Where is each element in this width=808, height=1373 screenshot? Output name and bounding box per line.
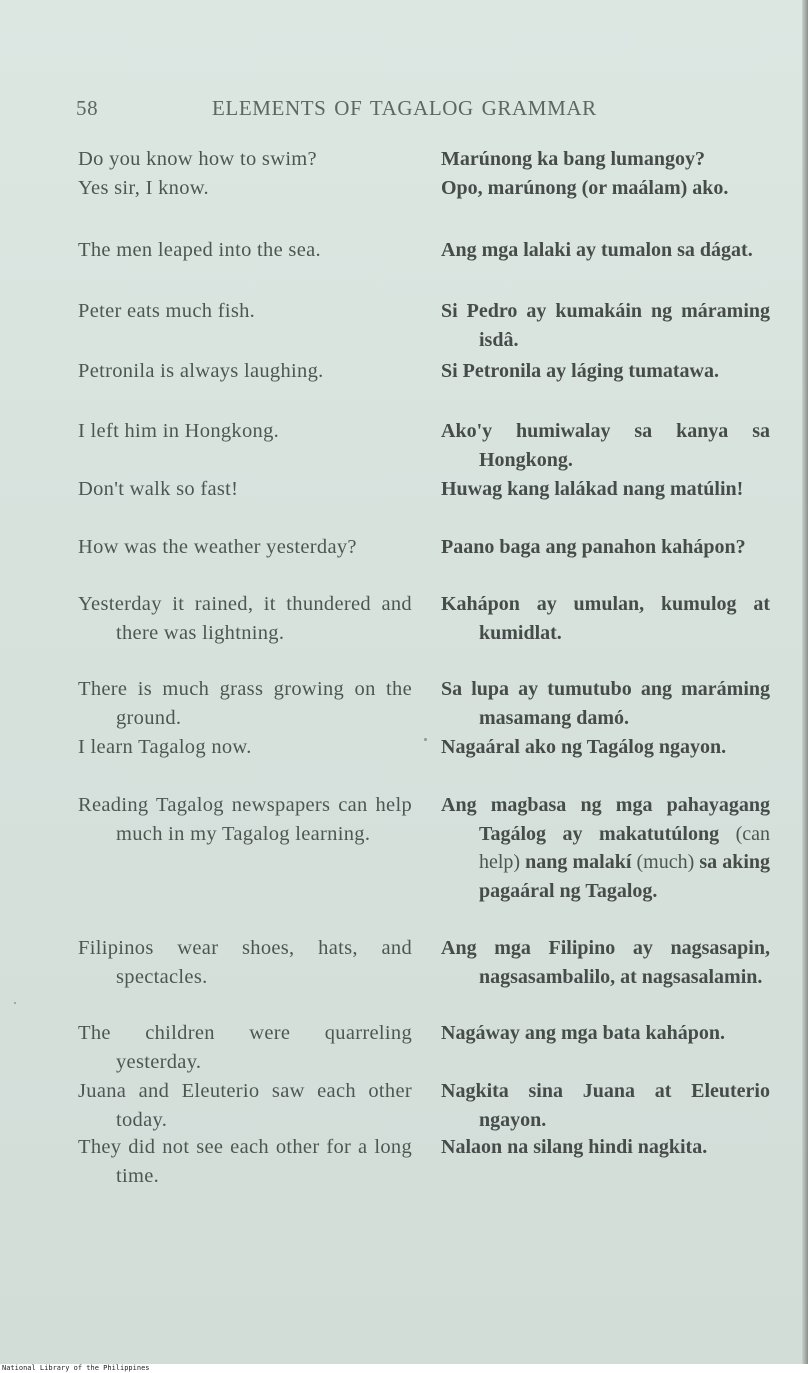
tagalog-text: Si Petronila ay láging tumatawa. [441,360,719,382]
english-gloss: (much) [636,851,695,873]
tagalog-text: Ang magbasa ng mga pahayagang Tagálog ay makatutúlong [441,794,770,845]
tagalog-phrase [441,174,770,203]
tagalog-text: Kahápon ay umulan, kumulog at kumidlat. [441,593,770,644]
english-phrase: Yesterday it rained, it thundered and there was lightning. [78,593,412,644]
tagalog-text: sa aking pagaáral ng Tagalog. [479,851,770,902]
paper-speck [424,738,427,741]
tagalog-text: Nalaon na silang hindi nagkita. [441,1136,708,1158]
english-phrase: Peter eats much fish. [78,300,256,322]
page-number: 58 [76,96,99,120]
page-edge [802,0,808,1364]
tagalog-text: Opo, marúnong (or maálam) ako. [441,177,729,199]
tagalog-text: Nagáway ang mga bata kahápon. [441,1022,725,1044]
tagalog-text: Ang mga lalaki ay tumalon sa dágat. [441,239,753,261]
tagalog-text: Ang mga Filipino ay nagsasapin, nagsasambalilo, at nagsasalamin. [441,937,770,988]
tagalog-text: Paano baga ang panahon kahápon? [441,536,746,558]
english-phrase: I learn Tagalog now. [78,736,252,758]
tagalog-text: Marúnong ka bang lumangoy? [441,148,705,170]
english-phrase: Yes sir, I know. [78,177,209,199]
tagalog-phrase [441,533,770,562]
tagalog-phrase [441,297,770,354]
tagalog-phrase [441,1077,770,1134]
tagalog-text: Huwag kang lalákad nang matúlin! [441,478,744,500]
english-phrase: Don't walk so fast! [78,478,239,500]
tagalog-text: Sa lupa ay tumutubo ang maráming masamang damó. [441,678,770,729]
tagalog-phrase [441,475,770,504]
tagalog-phrase [441,733,770,762]
tagalog-phrase [441,791,770,905]
tagalog-phrase [441,1133,770,1162]
tagalog-phrase [441,357,770,386]
tagalog-phrase [441,145,770,174]
english-phrase: Reading Tagalog newspapers can help much in my Tagalog learning. [78,794,412,845]
library-credit: National Library of the Philippines [2,1364,150,1372]
tagalog-phrase [441,934,770,991]
tagalog-phrase [441,590,770,647]
english-phrase: Petronila is always laughing. [78,360,324,382]
english-phrase: Do you know how to swim? [78,148,317,170]
english-phrase: There is much grass growing on the ground. [78,678,412,729]
tagalog-phrase [441,1019,770,1048]
tagalog-text: Si Pedro ay kumakáin ng máraming isdâ. [441,300,770,351]
english-phrase: Filipinos wear shoes, hats, and spectacles. [78,937,412,988]
tagalog-text: Ako'y humiwalay sa kanya sa Hongkong. [441,420,770,471]
tagalog-phrase [441,236,770,265]
english-phrase: The children were quarreling yesterday. [78,1022,412,1073]
english-phrase: They did not see each other for a long time. [78,1136,412,1187]
english-gloss: (can help) [479,822,770,873]
english-phrase: I left him in Hongkong. [78,420,280,442]
tagalog-text: nang malakí [520,851,637,873]
tagalog-text: Nagaáral ako ng Tagálog ngayon. [441,736,727,758]
english-phrase: The men leaped into the sea. [78,239,321,261]
tagalog-text: Nagkita sina Juana at Eleuterio ngayon. [441,1080,770,1131]
english-phrase: Juana and Eleuterio saw each other today. [78,1080,412,1131]
paper-speck [14,1002,16,1004]
tagalog-phrase [441,675,770,732]
english-phrase: How was the weather yesterday? [78,536,357,558]
book-title: ELEMENTS OF TAGALOG GRAMMAR [212,96,597,120]
tagalog-phrase [441,417,770,474]
running-head [0,92,808,124]
